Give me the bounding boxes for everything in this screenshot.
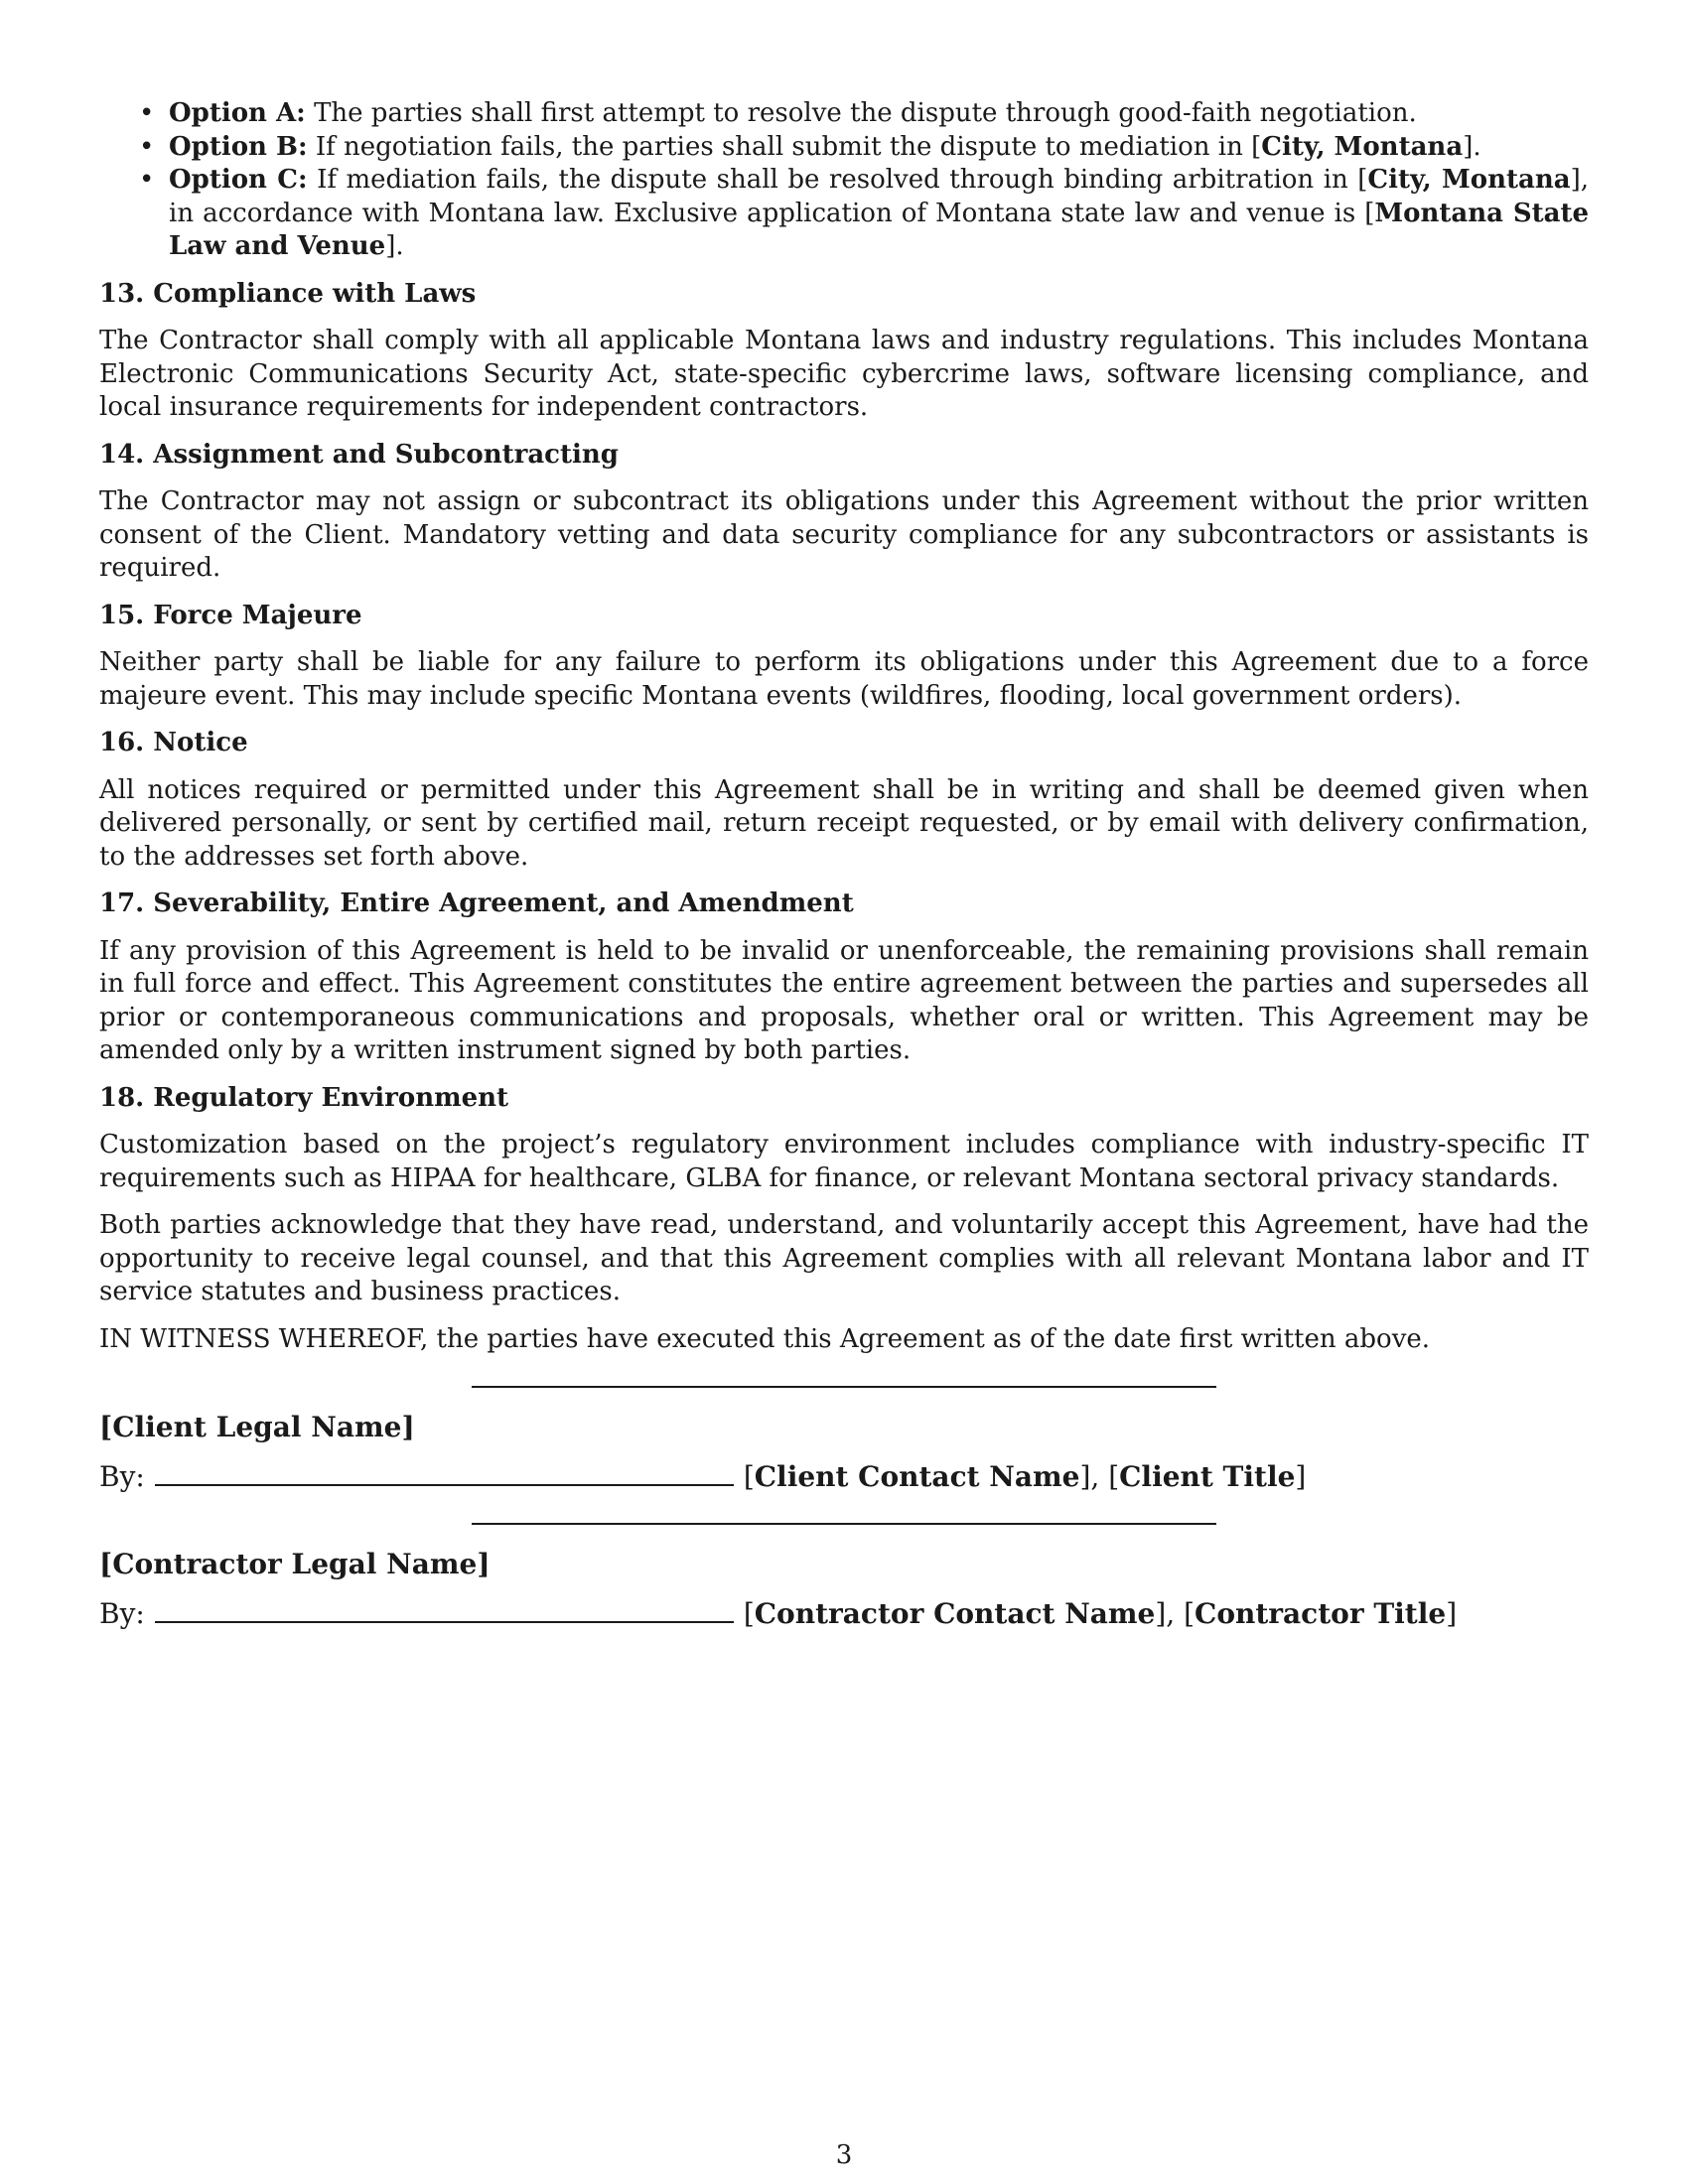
section-paragraph: Both parties acknowledge that they have read, understand, and voluntarily accept this Agreement, have had the opportunity to receive legal counsel, and that this Agreement complies with all relevant Montana labor and IT service statutes and business practices. <box>99 1210 1589 1306</box>
page-number: 3 <box>835 2140 853 2170</box>
section-heading-assignment: 14. Assignment and Subcontracting <box>99 439 619 470</box>
bullet-icon: • <box>139 165 155 195</box>
bullet-icon: • <box>139 131 155 162</box>
by-label: By: <box>99 1460 145 1493</box>
option-text-mid: ], in accordance with Montana law. Exclusive application of Montana state law and venue is [ <box>169 165 1590 228</box>
option-label: Option B: <box>169 131 308 162</box>
option-text-end: ]. <box>385 231 404 261</box>
signature-rule <box>472 1386 1216 1388</box>
section-heading-regulatory: 18. Regulatory Environment <box>99 1082 509 1113</box>
contractor-signature-block <box>99 1523 1589 1632</box>
dispute-options-list <box>99 97 1589 264</box>
option-placeholder: Montana State Law and Venue <box>169 198 1590 261</box>
option-text: If mediation fails, the dispute shall be resolved through binding arbitration in [ <box>317 165 1368 195</box>
section-paragraph: All notices required or permitted under this Agreement shall be in writing and shall be deemed given when delivered personally, or sent by certified mail, return receipt requested, or by email with delivery confirmation, to the addresses set forth above. <box>99 774 1589 872</box>
option-text-end: ]. <box>1463 131 1481 162</box>
option-placeholder: City, Montana <box>1367 165 1571 195</box>
witness-statement: IN WITNESS WHEREOF, the parties have executed this Agreement as of the date first written above. <box>99 1323 1431 1354</box>
section-heading-severability: 17. Severability, Entire Agreement, and Amendment <box>99 888 854 918</box>
client-contact-name: Client Contact Name <box>754 1460 1080 1493</box>
section-heading-notice: 16. Notice <box>99 728 248 757</box>
option-text: The parties shall first attempt to resolve the dispute through good-faith negotiation. <box>314 98 1417 128</box>
list-item <box>99 164 1589 264</box>
section-paragraph: Customization based on the project’s regulatory environment includes compliance with industry-specific IT requirements such as HIPAA for healthcare, GLBA for finance, or relevant Montana sectoral privacy standards. <box>99 1130 1589 1193</box>
section-paragraph: If any provision of this Agreement is held to be invalid or unenforceable, the remaining provisions shall remain in full force and effect. This Agreement constitutes the entire agreement between the parties and supersedes all prior or contemporaneous communications and proposals, whether oral or written. This Agreement may be amended only by a written instrument signed by both parties. <box>99 935 1589 1065</box>
client-title: Client Title <box>1119 1460 1296 1493</box>
bullet-icon: • <box>139 98 155 128</box>
section-heading-force-majeure: 15. Force Majeure <box>99 600 362 630</box>
by-label: By: <box>99 1597 145 1630</box>
contractor-signature-line[interactable] <box>155 1601 734 1623</box>
contractor-legal-name: [Contractor Legal Name] <box>99 1548 491 1580</box>
list-item <box>99 131 1589 165</box>
section-heading-compliance: 13. Compliance with Laws <box>99 278 477 309</box>
client-legal-name: [Client Legal Name] <box>99 1411 415 1443</box>
option-text: If negotiation fails, the parties shall submit the dispute to mediation in [ <box>315 131 1262 162</box>
client-signature-block <box>99 1386 1589 1495</box>
contractor-title: Contractor Title <box>1195 1597 1447 1630</box>
signature-rule <box>472 1523 1216 1525</box>
client-signature-line[interactable] <box>155 1464 734 1486</box>
section-paragraph: The Contractor may not assign or subcontract its obligations under this Agreement without the prior written consent of the Client. Mandatory vetting and data security compliance for any subcontractors or assistants is required. <box>99 486 1589 583</box>
document-page <box>99 97 1589 1632</box>
section-paragraph: Neither party shall be liable for any failure to perform its obligations under this Agreement due to a force majeure event. This may include specific Montana events (wildfires, flooding, local government orders). <box>99 647 1589 711</box>
option-label: Option C: <box>169 165 308 195</box>
contractor-by-line <box>99 1596 1589 1632</box>
contractor-contact-name: Contractor Contact Name <box>754 1597 1156 1630</box>
option-placeholder: City, Montana <box>1261 131 1464 162</box>
client-contact-title: [Client Contact Name], [Client Title] <box>743 1460 1307 1493</box>
contractor-contact-title: [Contractor Contact Name], [Contractor Title] <box>743 1597 1458 1630</box>
option-label: Option A: <box>169 98 306 128</box>
list-item <box>99 97 1589 131</box>
client-by-line <box>99 1459 1589 1495</box>
section-paragraph: The Contractor shall comply with all applicable Montana laws and industry regulations. This includes Montana Electronic Communications Security Act, state-specific cybercrime laws, software licensing compliance, and local insurance requirements for independent contractors. <box>99 326 1589 422</box>
